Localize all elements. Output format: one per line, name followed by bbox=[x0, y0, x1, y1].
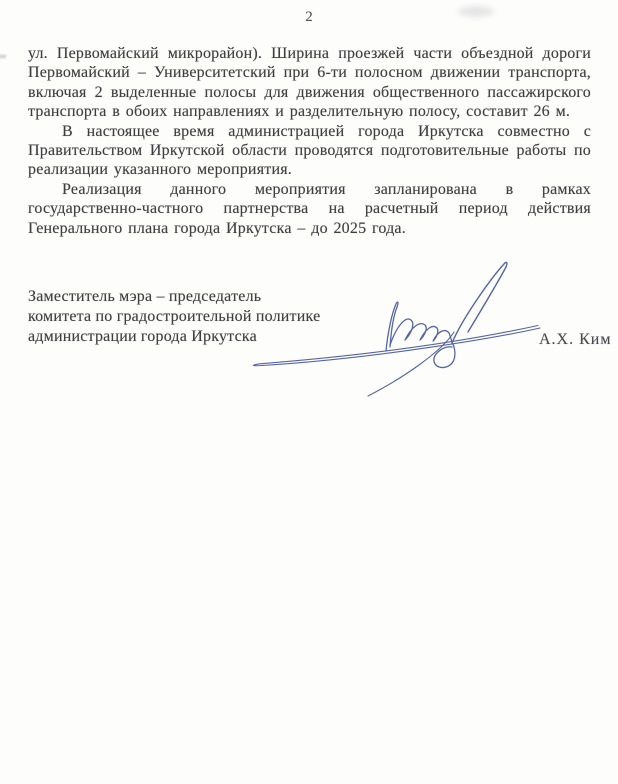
paragraph-road-width: ул. Первомайский микрорайон). Ширина проезжей части объездной дороги Первомайский – Университетский при 6-ти полосном движении транспорта, включая 2 выделенные полосы для движения общественного пассажирского транспорта в обоих направлениях и разделительную полосу, составит 26 м. bbox=[28, 45, 591, 121]
paragraph-preparatory-works: В настоящее время администрацией города Иркутска совместно с Правительством Иркутской области проводятся подготовительные работы по реализации указанного мероприятия. bbox=[28, 122, 591, 179]
signatory-name: А.Х. Ким bbox=[539, 331, 612, 348]
handwritten-signature bbox=[200, 255, 560, 400]
scan-edge-artifact bbox=[0, 55, 6, 58]
signature-title-line-1: Заместитель мэра – председатель bbox=[28, 288, 262, 305]
signature-title-line-2: комитета по градостроительной политике bbox=[28, 307, 321, 325]
page-number: 2 bbox=[305, 9, 313, 25]
signature-strokes bbox=[253, 262, 540, 396]
paragraph-implementation-plan: Реализация данного мероприятия запланирована в рамках государственно-частного партнерства на расчетный период действия Генерального плана города Иркутска – до 2025 года. bbox=[28, 180, 591, 237]
scan-smudge-artifact bbox=[458, 6, 494, 17]
document-body bbox=[28, 44, 591, 238]
signature-title-line-3: администрации города Иркутска bbox=[28, 327, 257, 345]
